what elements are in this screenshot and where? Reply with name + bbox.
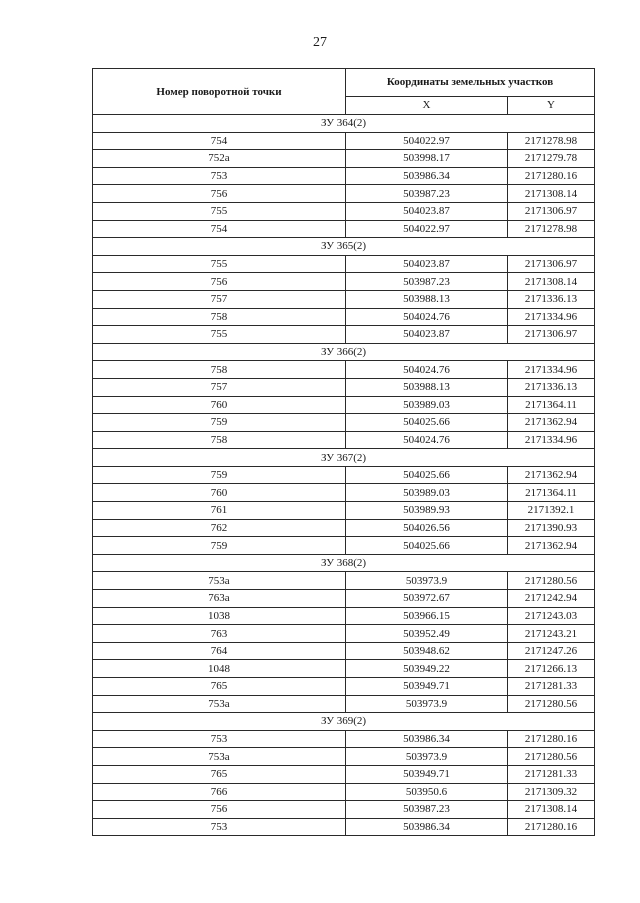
y-coordinate-cell: 2171243.21 — [508, 625, 595, 643]
y-coordinate-cell: 2171362.94 — [508, 466, 595, 484]
group-row — [93, 554, 595, 572]
x-coordinate-cell: 503986.34 — [346, 818, 508, 836]
x-coordinate-cell: 503989.03 — [346, 396, 508, 414]
y-coordinate-cell: 2171336.13 — [508, 378, 595, 396]
point-number-cell: 764 — [93, 642, 346, 660]
table-row — [93, 678, 595, 696]
x-coordinate-cell: 504025.66 — [346, 466, 508, 484]
y-coordinate-cell: 2171334.96 — [508, 361, 595, 379]
table-row — [93, 255, 595, 273]
x-coordinate-cell: 503987.23 — [346, 801, 508, 819]
y-coordinate-cell: 2171362.94 — [508, 414, 595, 432]
group-row — [93, 238, 595, 256]
y-coordinate-cell: 2171364.11 — [508, 484, 595, 502]
group-row — [93, 343, 595, 361]
x-coordinate-cell: 504026.56 — [346, 519, 508, 537]
point-number-cell: 765 — [93, 765, 346, 783]
point-number-cell: 758 — [93, 308, 346, 326]
point-number-cell: 763 — [93, 625, 346, 643]
table-row — [93, 590, 595, 608]
y-coordinate-cell: 2171308.14 — [508, 801, 595, 819]
x-coordinate-cell: 504025.66 — [346, 537, 508, 555]
x-coordinate-cell: 504023.87 — [346, 255, 508, 273]
x-coordinate-cell: 503948.62 — [346, 642, 508, 660]
table-row — [93, 167, 595, 185]
y-column-header: Y — [508, 96, 595, 114]
y-coordinate-cell: 2171390.93 — [508, 519, 595, 537]
group-row — [93, 713, 595, 731]
point-number-cell: 755 — [93, 202, 346, 220]
x-coordinate-cell: 503989.03 — [346, 484, 508, 502]
x-coordinate-cell: 504024.76 — [346, 308, 508, 326]
point-number-cell: 756 — [93, 185, 346, 203]
y-coordinate-cell: 2171281.33 — [508, 765, 595, 783]
x-coordinate-cell: 503986.34 — [346, 730, 508, 748]
x-coordinate-cell: 503949.71 — [346, 678, 508, 696]
x-coordinate-cell: 503973.9 — [346, 695, 508, 713]
x-coordinate-cell: 503989.93 — [346, 502, 508, 520]
coordinates-header: Координаты земельных участков — [346, 69, 595, 97]
point-number-cell: 753а — [93, 695, 346, 713]
y-coordinate-cell: 2171242.94 — [508, 590, 595, 608]
table-row — [93, 642, 595, 660]
x-coordinate-cell: 503988.13 — [346, 378, 508, 396]
y-coordinate-cell: 2171280.16 — [508, 818, 595, 836]
y-coordinate-cell: 2171334.96 — [508, 308, 595, 326]
y-coordinate-cell: 2171306.97 — [508, 255, 595, 273]
table-row — [93, 202, 595, 220]
table-row — [93, 695, 595, 713]
coordinates-table — [92, 68, 595, 836]
y-coordinate-cell: 2171336.13 — [508, 290, 595, 308]
x-coordinate-cell: 504024.76 — [346, 361, 508, 379]
table-row — [93, 660, 595, 678]
y-coordinate-cell: 2171280.16 — [508, 167, 595, 185]
group-title: ЗУ 365(2) — [93, 238, 595, 256]
x-coordinate-cell: 504023.87 — [346, 202, 508, 220]
point-number-cell: 758 — [93, 431, 346, 449]
table-row — [93, 185, 595, 203]
y-coordinate-cell: 2171280.56 — [508, 572, 595, 590]
point-number-cell: 757 — [93, 290, 346, 308]
group-title: ЗУ 367(2) — [93, 449, 595, 467]
y-coordinate-cell: 2171334.96 — [508, 431, 595, 449]
point-number-cell: 755 — [93, 326, 346, 344]
point-number-cell: 753а — [93, 748, 346, 766]
x-coordinate-cell: 503952.49 — [346, 625, 508, 643]
table-row — [93, 572, 595, 590]
group-title: ЗУ 368(2) — [93, 554, 595, 572]
y-coordinate-cell: 2171308.14 — [508, 185, 595, 203]
x-coordinate-cell: 503987.23 — [346, 185, 508, 203]
x-coordinate-cell: 503988.13 — [346, 290, 508, 308]
y-coordinate-cell: 2171279.78 — [508, 150, 595, 168]
table-row — [93, 290, 595, 308]
y-coordinate-cell: 2171278.98 — [508, 220, 595, 238]
table-row — [93, 625, 595, 643]
point-number-cell: 763а — [93, 590, 346, 608]
y-coordinate-cell: 2171308.14 — [508, 273, 595, 291]
x-coordinate-cell: 503950.6 — [346, 783, 508, 801]
y-coordinate-cell: 2171266.13 — [508, 660, 595, 678]
point-number-cell: 755 — [93, 255, 346, 273]
table-row — [93, 326, 595, 344]
point-number-header: Номер поворотной точки — [93, 69, 346, 115]
y-coordinate-cell: 2171247.26 — [508, 642, 595, 660]
point-number-cell: 759 — [93, 466, 346, 484]
table-row — [93, 730, 595, 748]
point-number-cell: 766 — [93, 783, 346, 801]
point-number-cell: 1048 — [93, 660, 346, 678]
table-row — [93, 150, 595, 168]
table-row — [93, 431, 595, 449]
point-number-cell: 753 — [93, 167, 346, 185]
point-number-cell: 754 — [93, 132, 346, 150]
point-number-cell: 753а — [93, 572, 346, 590]
x-coordinate-cell: 503973.9 — [346, 748, 508, 766]
point-number-cell: 752а — [93, 150, 346, 168]
x-column-header: X — [346, 96, 508, 114]
table-header — [93, 69, 595, 115]
table-row — [93, 801, 595, 819]
table-row — [93, 537, 595, 555]
x-coordinate-cell: 504022.97 — [346, 220, 508, 238]
x-coordinate-cell: 504023.87 — [346, 326, 508, 344]
x-coordinate-cell: 503998.17 — [346, 150, 508, 168]
table-row — [93, 273, 595, 291]
table-row — [93, 765, 595, 783]
y-coordinate-cell: 2171280.56 — [508, 695, 595, 713]
x-coordinate-cell: 504022.97 — [346, 132, 508, 150]
y-coordinate-cell: 2171280.16 — [508, 730, 595, 748]
point-number-cell: 759 — [93, 414, 346, 432]
group-title: ЗУ 366(2) — [93, 343, 595, 361]
point-number-cell: 753 — [93, 818, 346, 836]
x-coordinate-cell: 503949.22 — [346, 660, 508, 678]
table-row — [93, 396, 595, 414]
x-coordinate-cell: 503972.67 — [346, 590, 508, 608]
group-title: ЗУ 364(2) — [93, 115, 595, 133]
table-row — [93, 414, 595, 432]
table-row — [93, 818, 595, 836]
group-row — [93, 115, 595, 133]
table-row — [93, 378, 595, 396]
x-coordinate-cell: 504024.76 — [346, 431, 508, 449]
y-coordinate-cell: 2171392.1 — [508, 502, 595, 520]
group-row — [93, 449, 595, 467]
y-coordinate-cell: 2171280.56 — [508, 748, 595, 766]
table-row — [93, 748, 595, 766]
y-coordinate-cell: 2171362.94 — [508, 537, 595, 555]
table-row — [93, 361, 595, 379]
point-number-cell: 761 — [93, 502, 346, 520]
y-coordinate-cell: 2171309.32 — [508, 783, 595, 801]
point-number-cell: 760 — [93, 396, 346, 414]
x-coordinate-cell: 503949.71 — [346, 765, 508, 783]
point-number-cell: 760 — [93, 484, 346, 502]
point-number-cell: 759 — [93, 537, 346, 555]
y-coordinate-cell: 2171364.11 — [508, 396, 595, 414]
x-coordinate-cell: 503966.15 — [346, 607, 508, 625]
table-row — [93, 308, 595, 326]
table-row — [93, 132, 595, 150]
point-number-cell: 1038 — [93, 607, 346, 625]
point-number-cell: 756 — [93, 801, 346, 819]
point-number-cell: 765 — [93, 678, 346, 696]
y-coordinate-cell: 2171306.97 — [508, 202, 595, 220]
point-number-cell: 762 — [93, 519, 346, 537]
x-coordinate-cell: 504025.66 — [346, 414, 508, 432]
point-number-cell: 756 — [93, 273, 346, 291]
table-row — [93, 783, 595, 801]
y-coordinate-cell: 2171306.97 — [508, 326, 595, 344]
page-number: 27 — [313, 35, 327, 50]
point-number-cell: 757 — [93, 378, 346, 396]
table-row — [93, 607, 595, 625]
x-coordinate-cell: 503986.34 — [346, 167, 508, 185]
table-row — [93, 484, 595, 502]
point-number-cell: 754 — [93, 220, 346, 238]
y-coordinate-cell: 2171278.98 — [508, 132, 595, 150]
table-body — [93, 115, 595, 836]
group-title: ЗУ 369(2) — [93, 713, 595, 731]
point-number-cell: 758 — [93, 361, 346, 379]
table-row — [93, 519, 595, 537]
y-coordinate-cell: 2171281.33 — [508, 678, 595, 696]
x-coordinate-cell: 503987.23 — [346, 273, 508, 291]
table-row — [93, 220, 595, 238]
point-number-cell: 753 — [93, 730, 346, 748]
table-row — [93, 502, 595, 520]
x-coordinate-cell: 503973.9 — [346, 572, 508, 590]
y-coordinate-cell: 2171243.03 — [508, 607, 595, 625]
table-row — [93, 466, 595, 484]
